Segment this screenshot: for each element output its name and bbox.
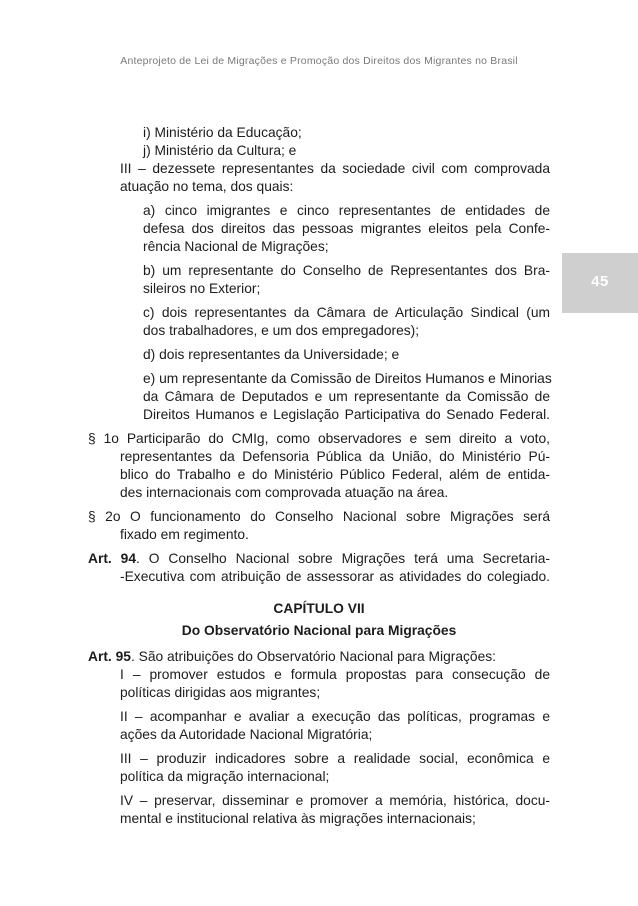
paragraph-line: § 1o Participarão do CMIg, como observadores e sem direito a voto, (88, 431, 550, 446)
clause-line: II – acompanhar e avaliar a execução das políticas, programas e (120, 709, 550, 724)
running-header: Anteprojeto de Lei de Migrações e Promoção dos Direitos dos Migrantes no Brasil (120, 55, 518, 67)
clause-line: política da migração internacional; (120, 769, 330, 784)
list-item: c) dois representantes da Câmara de Articulação Sindical (um (143, 305, 550, 320)
clause-line: políticas dirigidas aos migrantes; (120, 685, 321, 700)
page-number: 45 (591, 273, 609, 290)
list-item: defesa dos direitos das pessoas migrantes eleitos pela Confe- (143, 221, 550, 236)
chapter-heading: CAPÍTULO VII (273, 601, 365, 616)
clause-line: atuação no tema, dos quais: (120, 179, 294, 194)
article-text: . O Conselho Nacional sobre Migrações terá uma Secretaria- (136, 551, 550, 566)
list-item: d) dois representantes da Universidade; e (143, 347, 400, 362)
list-item: dos trabalhadores, e um dos empregadores); (143, 323, 420, 338)
paragraph-line: -Executiva com atribuição de assessorar as atividades do colegiado. (120, 569, 550, 584)
paragraph-line: representantes da Defensoria Pública da União, do Ministério Pú- (120, 449, 550, 464)
clause-line: mental e institucional relativa às migrações internacionais; (120, 811, 476, 826)
clause-line: ações da Autoridade Nacional Migratória; (120, 727, 373, 742)
list-item: sileiros no Exterior; (143, 281, 261, 296)
list-item: Direitos Humanos e Legislação Participativa do Senado Federal. (143, 407, 550, 422)
list-item: a) cinco imigrantes e cinco representantes de entidades de (143, 203, 550, 218)
article-label: Art. 94 (88, 551, 137, 566)
paragraph-line: fixado em regimento. (120, 527, 249, 542)
clause-line: IV – preservar, disseminar e promover a memória, histórica, docu- (120, 793, 550, 808)
list-item: j) Ministério da Cultura; e (143, 143, 297, 158)
clause-line: I – promover estudos e formula propostas para consecução de (120, 667, 550, 682)
article-label: Art. 95 (88, 649, 131, 664)
list-item: da Câmara de Deputados e um representante da Comissão de (143, 389, 550, 404)
paragraph-line: blico do Trabalho e do Ministério Público Federal, além de entida- (120, 467, 550, 482)
article-95-line (88, 648, 496, 666)
clause-line: III – produzir indicadores sobre a realidade social, econômica e (120, 751, 550, 766)
paragraph-line: § 2o O funcionamento do Conselho Nacional sobre Migrações será (88, 509, 550, 524)
paragraph-line: des internacionais com comprovada atuação na área. (120, 485, 449, 500)
article-text: . São atribuições do Observatório Nacional para Migrações: (130, 649, 496, 664)
list-item: i) Ministério da Educação; (143, 125, 302, 140)
article-94-line (88, 550, 550, 568)
list-item: b) um representante do Conselho de Representantes dos Bra- (143, 263, 550, 278)
clause-line: III – dezessete representantes da sociedade civil com comprovada (120, 161, 550, 176)
chapter-title: Do Observatório Nacional para Migrações (181, 623, 457, 638)
list-item: rência Nacional de Migrações; (143, 239, 329, 254)
list-item: e) um representante da Comissão de Direitos Humanos e Minorias (143, 371, 552, 386)
